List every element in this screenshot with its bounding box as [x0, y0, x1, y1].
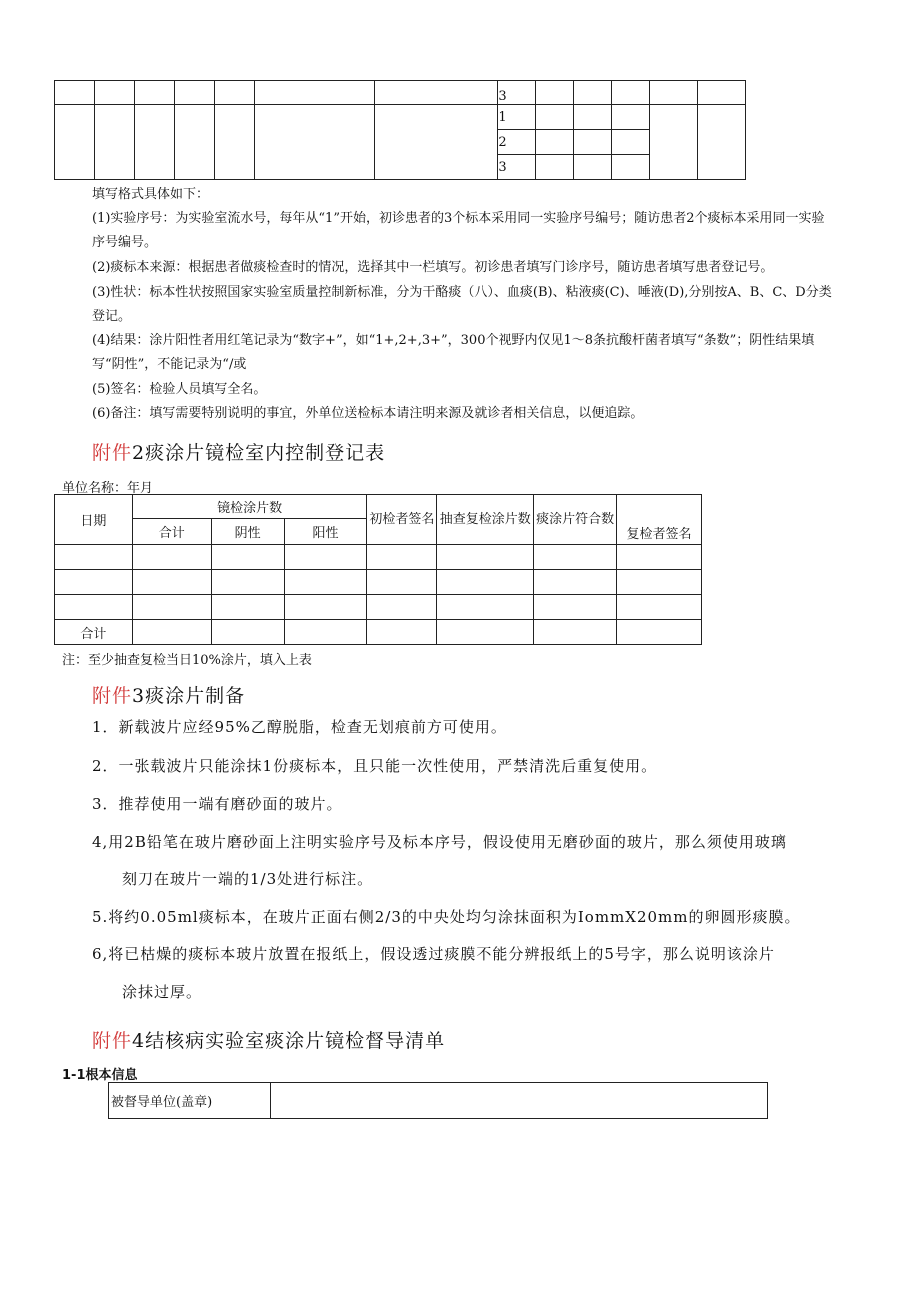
header-date: 日期: [55, 495, 133, 545]
instruction-item: (6)备注：填写需要特别说明的事宜，外单位送检标本请注明来源及就诊者相关信息，以便追踪。: [92, 406, 644, 421]
header-recheck-signer: 复检者签名: [617, 495, 702, 545]
prep-item-continuation: 涂抹过厚。: [122, 983, 203, 1001]
attachment-prefix: 附件: [92, 1030, 133, 1052]
prep-item: 1．新载波片应经95%乙醇脱脂，检查无划痕前方可使用。: [92, 718, 507, 736]
attachment-prefix: 附件: [92, 685, 133, 707]
attachment-title-text: 4结核病实验室痰涂片镜检督导清单: [132, 1030, 446, 1052]
header-total: 合计: [132, 519, 211, 545]
top-table-num: 3: [498, 81, 536, 105]
instructions-heading: 填写格式具体如下：: [92, 187, 210, 202]
unit-label: 单位名称：年月: [62, 481, 154, 496]
attachment-title-text: 3痰涂片制备: [132, 685, 246, 707]
attachment2-title: [92, 438, 385, 465]
header-negative: 阴性: [211, 519, 284, 545]
prep-item-continuation: 刻刀在玻片一端的1/3处进行标注。: [122, 870, 374, 888]
top-table-num: 2: [498, 130, 536, 155]
header-microscopy-count: 镜检涂片数: [132, 495, 367, 519]
prep-item: 4,用2B铅笔在玻片磨砂面上注明实验序号及标本序号，假设使用无磨砂面的玻片，那么须使用玻璃: [92, 833, 787, 851]
supervised-unit-value[interactable]: [270, 1083, 767, 1119]
prep-item: 2．一张载波片只能涂抹1份痰标本，且只能一次性使用，严禁清洗后重复使用。: [92, 757, 658, 775]
basic-info-table: [108, 1082, 768, 1119]
instruction-item: (3)性状：标本性状按照国家实验室质量控制新标准，分为干酪痰（八）、血痰(B)、粘液痰(C)、唾液(D),分别按A、B、C、D分类登记。: [92, 285, 832, 324]
header-agreement-count: 痰涂片符合数: [534, 495, 617, 545]
section-heading: 1-1根本信息: [62, 1068, 138, 1083]
attachment-prefix: 附件: [92, 442, 133, 464]
instruction-item: (5)签名：检验人员填写全名。: [92, 382, 267, 397]
instruction-item: (1)实验序号：为实验室流水号，每年从“1”开始，初诊患者的3个标本采用同一实验序号编号；随访患者2个痰标本采用同一实验序号编号。: [92, 211, 825, 250]
table-note: 注：至少抽查复检当日10%涂片，填入上表: [62, 653, 312, 668]
instruction-item: (4)结果：涂片阳性者用红笔记录为“数字+”，如“1+,2+,3+”，300个视野内仅见1〜8条抗酸杆菌者填写“条数”；阴性结果填写“阴性”，不能记录为“/或: [92, 333, 815, 372]
total-row-label: 合计: [55, 620, 133, 645]
instruction-item: (2)痰标本来源：根据患者做痰检查时的情况，选择其中一栏填写。初诊患者填写门诊序号，随访患者填写患者登记号。: [92, 260, 774, 275]
attachment3-title: [92, 681, 245, 708]
header-recheck-count: 抽查复检涂片数: [437, 495, 534, 545]
qc-register-table: [54, 494, 702, 645]
attachment4-title: [92, 1026, 445, 1053]
top-table: [54, 80, 746, 180]
attachment-title-text: 2痰涂片镜检室内控制登记表: [132, 442, 386, 464]
prep-item: 3．推荐使用一端有磨砂面的玻片。: [92, 795, 343, 813]
header-positive: 阳性: [284, 519, 367, 545]
supervised-unit-label: 被督导单位(盖章): [109, 1083, 271, 1119]
header-initial-signer: 初检者签名: [367, 495, 437, 545]
prep-item: 5.将约0.05ml痰标本，在玻片正面右侧2/3的中央处均匀涂抹面积为IommX20mm的卵圆形痰膜。: [92, 908, 801, 926]
top-table-num: 1: [498, 105, 536, 130]
prep-item: 6,将已枯燥的痰标本玻片放置在报纸上，假设透过痰膜不能分辨报纸上的5号字，那么说明该涂片: [92, 945, 775, 963]
top-table-num: 3: [498, 155, 536, 180]
